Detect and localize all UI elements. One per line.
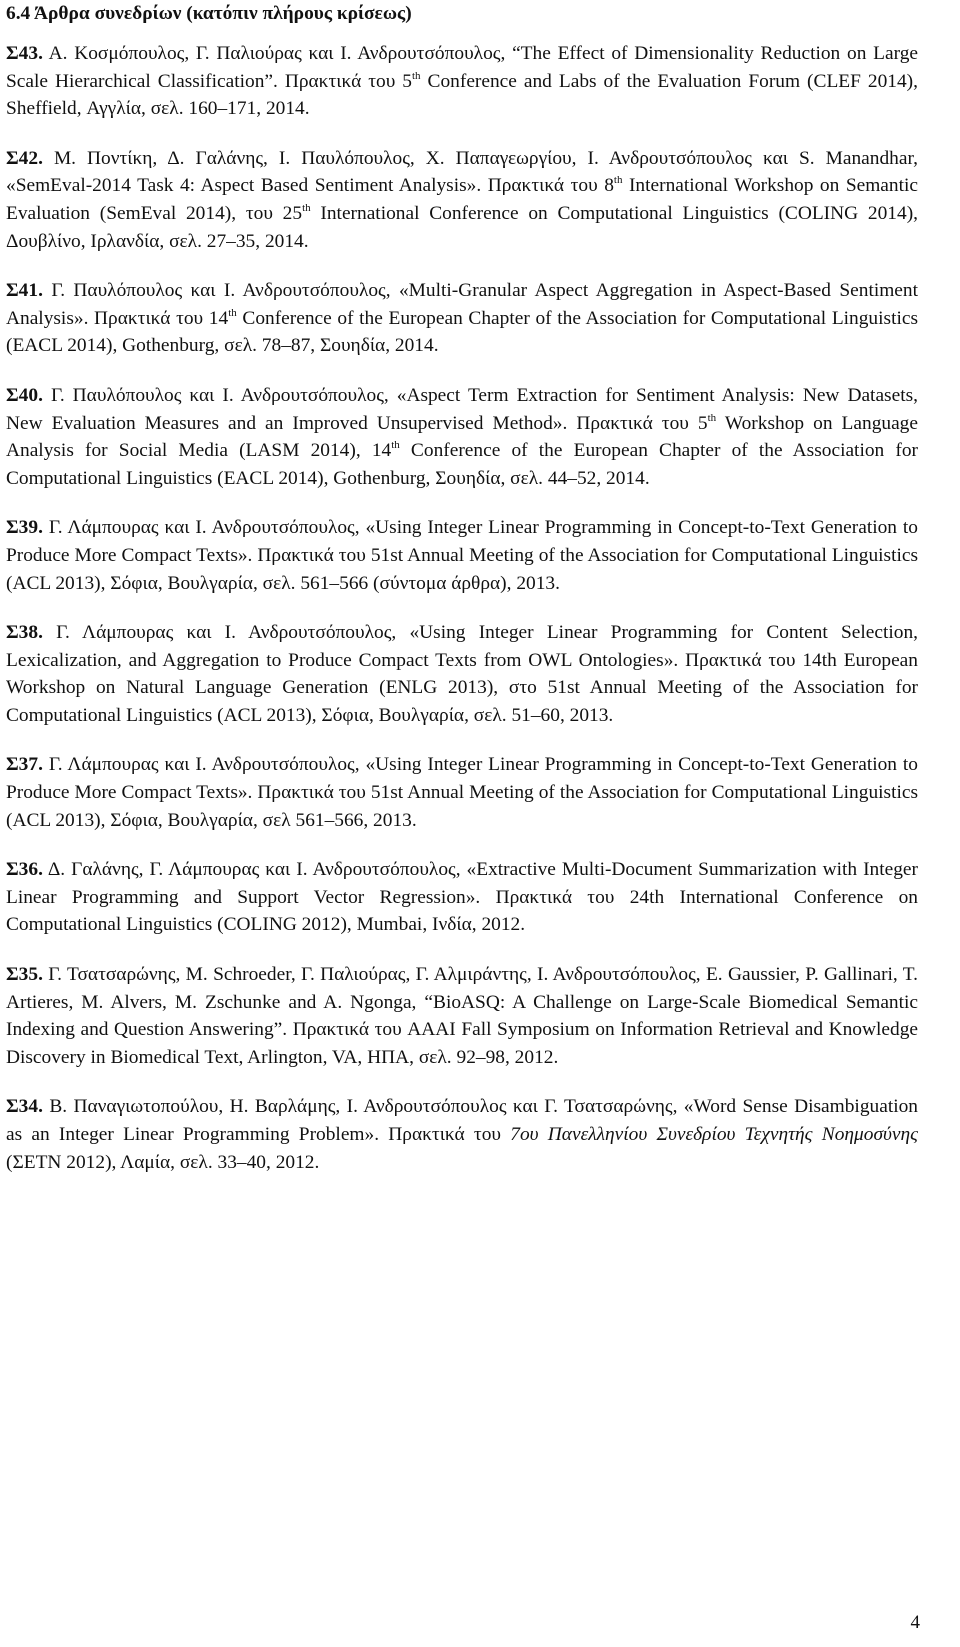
reference-text — [6, 514, 918, 597]
reference-authors: Γ. Παυλόπουλος και Ι. Ανδρουτσόπουλος, — [50, 384, 389, 406]
reference-venue: Πρακτικά του 24th International Conference on Computational Linguistics (COLING 2012), Mumbai, Ινδία, 2012. — [6, 886, 918, 936]
ordinal-suffix: th — [707, 411, 717, 424]
ordinal-suffix: th — [228, 306, 237, 319]
reference-venue: Πρακτικά του 5 — [277, 70, 412, 92]
reference-title: «Aspect Term Extraction for Sentiment Analysis: New Datasets, New Evaluation Measures and an Improved Unsupervised Method». — [6, 384, 918, 434]
reference-authors: Β. Παναγιωτοπούλου, Η. Βαρλάμης, Ι. Ανδρουτσόπουλος και Γ. Τσατσαρώνης, — [49, 1096, 678, 1118]
reference-id: Σ35. — [6, 964, 43, 986]
reference-title: «Using Integer Linear Programming in Concept-to-Text Generation to Produce More Compact Texts». — [6, 754, 918, 804]
reference-venue: Πρακτικά του 14 — [88, 307, 229, 329]
reference-text — [6, 40, 918, 123]
section-title: 6.4 Άρθρα συνεδρίων (κατόπιν πλήρους κρίσεως) — [6, 3, 412, 24]
reference-venue: Conference and Labs of the Evaluation Forum (CLEF 2014), Sheffield, Αγγλία, σελ. 160–171, 2014. — [6, 70, 918, 120]
reference-venue: Πρακτικά του 51st Annual Meeting of the Association for Computational Linguistics (ACL 2013), Σόφια, Βουλγαρία, σελ 561–566, 2013. — [6, 782, 919, 831]
reference-id: Σ40. — [6, 384, 43, 406]
reference-id: Σ37. — [6, 754, 43, 776]
reference-venue: Πρακτικά του 8 — [481, 175, 614, 197]
reference-authors: Γ. Λάμπουρας και Ι. Ανδρουτσόπουλος, — [48, 517, 360, 539]
reference-venue: Πρακτικά του 14th European Workshop on Natural Language Generation (ENLG 2013), στο 51st Annual Meeting of the Association for Computational Linguistics (ACL 2013), Σόφια, Βουλγαρία, σελ. 51–60, 2013. — [6, 649, 918, 726]
reference-title: “The Effect of Dimensionality Reduction on Large Scale Hierarchical Classification”. — [6, 43, 918, 92]
reference-id: Σ41. — [6, 280, 43, 302]
reference-venue: Πρακτικά του — [379, 1124, 511, 1145]
reference-authors: Α. Κοσμόπουλος, Γ. Παλιούρας και Ι. Ανδρουτσόπουλος, — [48, 43, 506, 64]
reference-authors: Γ. Λάμπουρας και Ι. Ανδρουτσόπουλος, — [48, 754, 360, 776]
reference-entry — [6, 145, 918, 255]
reference-title: «Word Sense Disambiguation as an Integer Linear Programming Problem». — [6, 1096, 918, 1145]
reference-text — [6, 382, 918, 492]
reference-entry — [6, 40, 918, 123]
reference-text — [6, 751, 918, 834]
reference-text — [6, 961, 918, 1071]
reference-venue: International Workshop on Semantic Evaluation (SemEval 2014), του 25 — [6, 175, 918, 224]
reference-text — [6, 277, 918, 360]
reference-venue: (ΣΕΤΝ 2012), Λαμία, σελ. 33–40, 2012. — [6, 1151, 320, 1173]
reference-id: Σ38. — [6, 622, 43, 644]
reference-list — [6, 40, 918, 1176]
reference-entry — [6, 277, 918, 360]
reference-venue: Πρακτικά του 5 — [567, 412, 708, 434]
page-number: 4 — [910, 1612, 920, 1633]
reference-text — [6, 1093, 918, 1176]
ordinal-suffix: th — [411, 69, 421, 82]
reference-authors: Γ. Τσατσαρώνης, M. Schroeder, Γ. Παλιούρας, Γ. Αλμιράντης, Ι. Ανδρουτσόπουλος, E. Gaussier, P. Gallinari, T. Artieres, M. Alvers, M. Zschunke and A. Ngonga, — [6, 964, 918, 1013]
ordinal-suffix: th — [391, 439, 400, 452]
reference-id: Σ43. — [6, 43, 43, 64]
reference-authors: Γ. Παυλόπουλος και Ι. Ανδρουτσόπουλος, — [51, 280, 391, 302]
reference-entry — [6, 514, 918, 597]
reference-id: Σ34. — [6, 1096, 43, 1118]
reference-venue: Conference of the European Chapter of the Association for Computational Linguistics (EACL 2014), Gothenburg, σελ. 78–87, Σουηδία, 2014. — [6, 307, 918, 357]
reference-authors: Γ. Λάμπουρας και Ι. Ανδρουτσόπουλος, — [56, 622, 397, 644]
reference-entry — [6, 619, 918, 729]
reference-venue: Πρακτικά του AAAI Fall Symposium on Information Retrieval and Knowledge Discovery in Biomedical Text, Arlington, VA, ΗΠΑ, σελ. 92–98, 2012. — [6, 1019, 919, 1068]
reference-entry — [6, 382, 918, 492]
ordinal-suffix: th — [302, 201, 311, 214]
reference-venue-italic: 7ου Πανελληνίου Συνεδρίου Τεχνητής Νοημοσύνης — [510, 1124, 919, 1145]
reference-text — [6, 145, 918, 255]
reference-title: «Using Integer Linear Programming for Content Selection, Lexicalization, and Aggregation to Produce Compact Texts from OWL Ontologies». — [6, 622, 918, 671]
reference-entry — [6, 856, 918, 939]
ordinal-suffix: th — [613, 174, 623, 187]
reference-authors: Μ. Ποντίκη, Δ. Γαλάνης, Ι. Παυλόπουλος, Χ. Παπαγεωργίου, Ι. Ανδρουτσόπουλος και S. Manandhar, — [53, 147, 918, 169]
reference-id: Σ39. — [6, 517, 43, 539]
reference-title: «SemEval-2014 Task 4: Aspect Based Sentiment Analysis». — [6, 175, 482, 197]
reference-id: Σ36. — [6, 859, 43, 881]
document-page — [6, 0, 918, 1198]
reference-venue: Conference of the European Chapter of the Association for Computational Linguistics (EACL 2014), Gothenburg, Σουηδία, σελ. 44–52, 2014. — [6, 440, 918, 489]
reference-title: «Using Integer Linear Programming in Concept-to-Text Generation to Produce More Compact Texts». — [6, 517, 918, 566]
reference-text — [6, 856, 918, 939]
reference-entry — [6, 1093, 918, 1176]
reference-title: “BioASQ: A Challenge on Large-Scale Biomedical Semantic Indexing and Question Answering”. — [6, 991, 919, 1041]
reference-title: «Multi-Granular Aspect Aggregation in Aspect-Based Sentiment Analysis». — [6, 280, 918, 329]
reference-venue: Πρακτικά του 51st Annual Meeting of the Association for Computational Linguistics (ACL 2013), Σόφια, Βουλγαρία, σελ. 561–566 (σύντομα άρθρα), 2013. — [6, 544, 919, 594]
reference-entry — [6, 961, 918, 1071]
reference-venue: International Conference on Computational Linguistics (COLING 2014), Δουβλίνο, Ιρλανδία, σελ. 27–35, 2014. — [6, 202, 918, 252]
reference-title: «Extractive Multi-Document Summarization with Integer Linear Programming and Support Vector Regression». — [6, 859, 918, 908]
reference-entry — [6, 751, 918, 834]
reference-text — [6, 619, 918, 729]
reference-id: Σ42. — [6, 147, 43, 169]
reference-venue: Workshop on Language Analysis for Social Media (LASM 2014), 14 — [6, 412, 918, 462]
reference-authors: Δ. Γαλάνης, Γ. Λάμπουρας και Ι. Ανδρουτσόπουλος, — [47, 859, 461, 881]
